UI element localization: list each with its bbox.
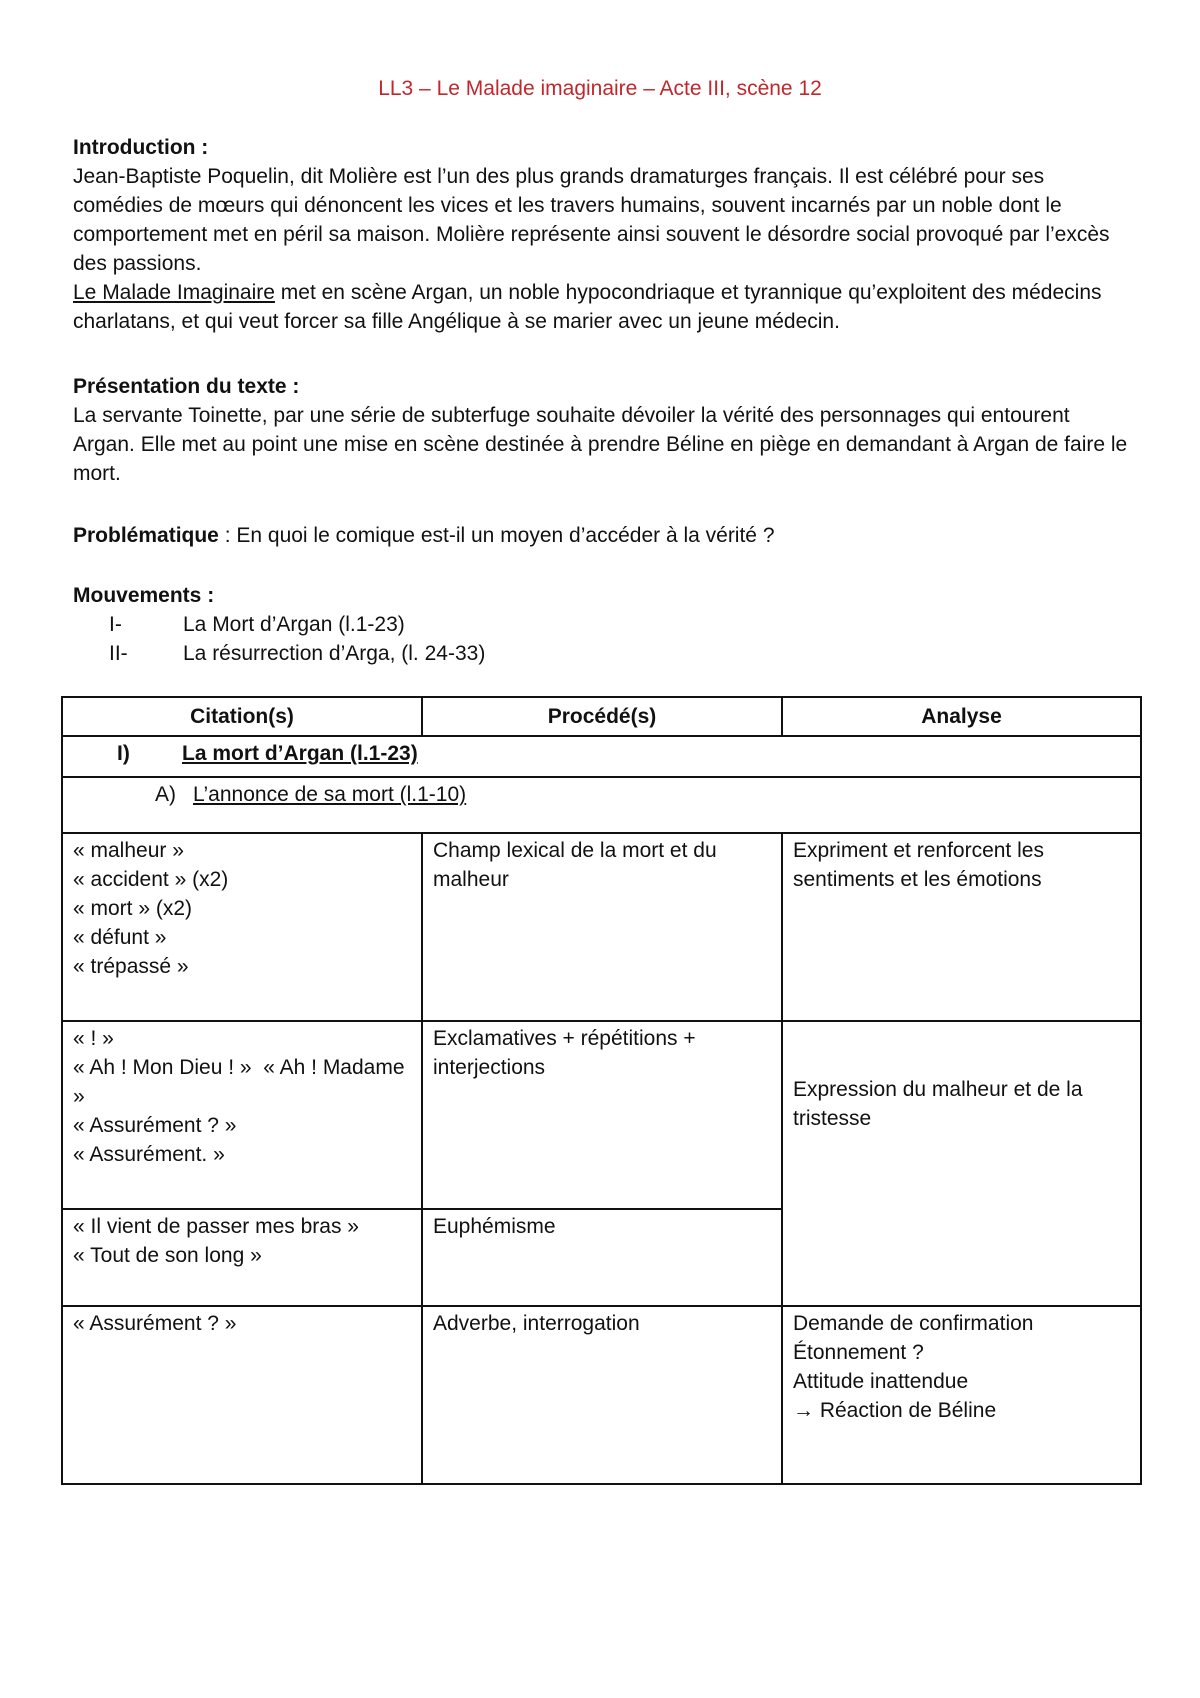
subsection-title: L’annonce de sa mort (l.1-10) bbox=[193, 783, 467, 806]
citation: « malheur » bbox=[73, 839, 184, 862]
procede-cell: Champ lexical de la mort et du malheur bbox=[422, 833, 782, 1021]
mouvement-number: I- bbox=[109, 613, 122, 636]
introduction-section bbox=[73, 133, 1133, 336]
citation: « défunt » bbox=[73, 926, 167, 949]
citation: « accident » (x2) bbox=[73, 868, 229, 891]
problematique-section bbox=[73, 521, 1133, 550]
mouvement-number: II- bbox=[109, 642, 128, 665]
section-row bbox=[62, 736, 1141, 777]
table-row bbox=[62, 1021, 1141, 1209]
analyse-line: Attitude inattendue bbox=[793, 1370, 969, 1393]
work-title: Le Malade Imaginaire bbox=[73, 281, 275, 304]
problematique-heading: Problématique bbox=[73, 524, 219, 547]
presentation-text: La servante Toinette, par une série de subterfuge souhaite dévoiler la vérité des personnages qui entourent Argan. Elle met au point une mise en scène destinée à prendre Béline en piège en demandant à Argan de faire le mort. bbox=[73, 404, 1128, 485]
citation: « Assurément ? » bbox=[73, 1312, 237, 1335]
procede-cell: Euphémisme bbox=[422, 1209, 782, 1306]
citation: « Tout de son long » bbox=[73, 1244, 262, 1267]
mouvements-section bbox=[73, 581, 1133, 668]
introduction-paragraph-2 bbox=[73, 278, 1133, 336]
subsection-row bbox=[62, 777, 1141, 833]
citations-cell bbox=[62, 833, 422, 1021]
subsection-cell bbox=[62, 777, 1141, 833]
citation: « mort » (x2) bbox=[73, 897, 193, 920]
table-row bbox=[62, 833, 1141, 1021]
document-title: LL3 – Le Malade imaginaire – Acte III, scène 12 bbox=[378, 77, 822, 100]
citation: « Ah ! Mon Dieu ! » « Ah ! Madame » bbox=[73, 1056, 411, 1108]
introduction-paragraph-1: Jean-Baptiste Poquelin, dit Molière est l’un des plus grands dramaturges français. Il est célébré pour ses comédies de mœurs qui dénoncent les vices et les travers humains, souvent incarnés par un noble dont le comportement met en péril sa maison. Molière représente ainsi souvent le désordre social provoqué par l’excès des passions. bbox=[73, 165, 1110, 275]
citation: « Assurément. » bbox=[73, 1143, 225, 1166]
subsection-number: A) bbox=[155, 783, 176, 806]
header-citations: Citation(s) bbox=[62, 697, 422, 736]
analyse-cell: Expriment et renforcent les sentiments et les émotions bbox=[782, 833, 1141, 1021]
citations-cell bbox=[62, 1306, 422, 1484]
analyse-line: Étonnement ? bbox=[793, 1341, 924, 1364]
mouvements-heading: Mouvements : bbox=[73, 584, 215, 607]
analyse-cell bbox=[782, 1021, 1141, 1306]
citation: « trépassé » bbox=[73, 955, 189, 978]
citation: « ! » bbox=[73, 1027, 114, 1050]
introduction-paragraph-2-text: met en scène Argan, un noble hypocondriaque et tyrannique qu’exploitent des médecins charlatans, et qui veut forcer sa fille Angélique à se marier avec un jeune médecin. bbox=[73, 281, 1102, 333]
analyse-text: Expression du malheur et de la tristesse bbox=[793, 1077, 1083, 1130]
mouvement-label: La Mort d’Argan (l.1-23) bbox=[183, 613, 405, 636]
analyse-cell bbox=[782, 1306, 1141, 1484]
citations-cell bbox=[62, 1209, 422, 1306]
presentation-heading: Présentation du texte : bbox=[73, 375, 300, 398]
citation: « Assurément ? » bbox=[73, 1114, 237, 1137]
problematique-text: : En quoi le comique est-il un moyen d’accéder à la vérité ? bbox=[218, 524, 775, 547]
presentation-section bbox=[73, 372, 1133, 488]
table-header-row bbox=[62, 697, 1141, 736]
citation: « Il vient de passer mes bras » bbox=[73, 1215, 359, 1238]
procede-cell: Exclamatives + répétitions + interjections bbox=[422, 1021, 782, 1209]
mouvement-item bbox=[73, 610, 1133, 639]
table-row bbox=[62, 1306, 1141, 1484]
mouvements-list bbox=[73, 610, 1133, 668]
header-analyse: Analyse bbox=[782, 697, 1141, 736]
section-cell bbox=[62, 736, 1141, 777]
procede-cell: Adverbe, interrogation bbox=[422, 1306, 782, 1484]
analysis-table bbox=[61, 696, 1142, 1485]
analyse-line: Demande de confirmation bbox=[793, 1312, 1034, 1335]
section-title: La mort d’Argan (l.1-23) bbox=[182, 742, 418, 765]
mouvement-item bbox=[73, 639, 1133, 668]
citations-cell bbox=[62, 1021, 422, 1209]
introduction-heading: Introduction : bbox=[73, 136, 209, 159]
section-number: I) bbox=[117, 742, 130, 765]
analyse-line: → Réaction de Béline bbox=[793, 1399, 997, 1422]
mouvement-label: La résurrection d’Arga, (l. 24-33) bbox=[183, 642, 486, 665]
header-procedes: Procédé(s) bbox=[422, 697, 782, 736]
